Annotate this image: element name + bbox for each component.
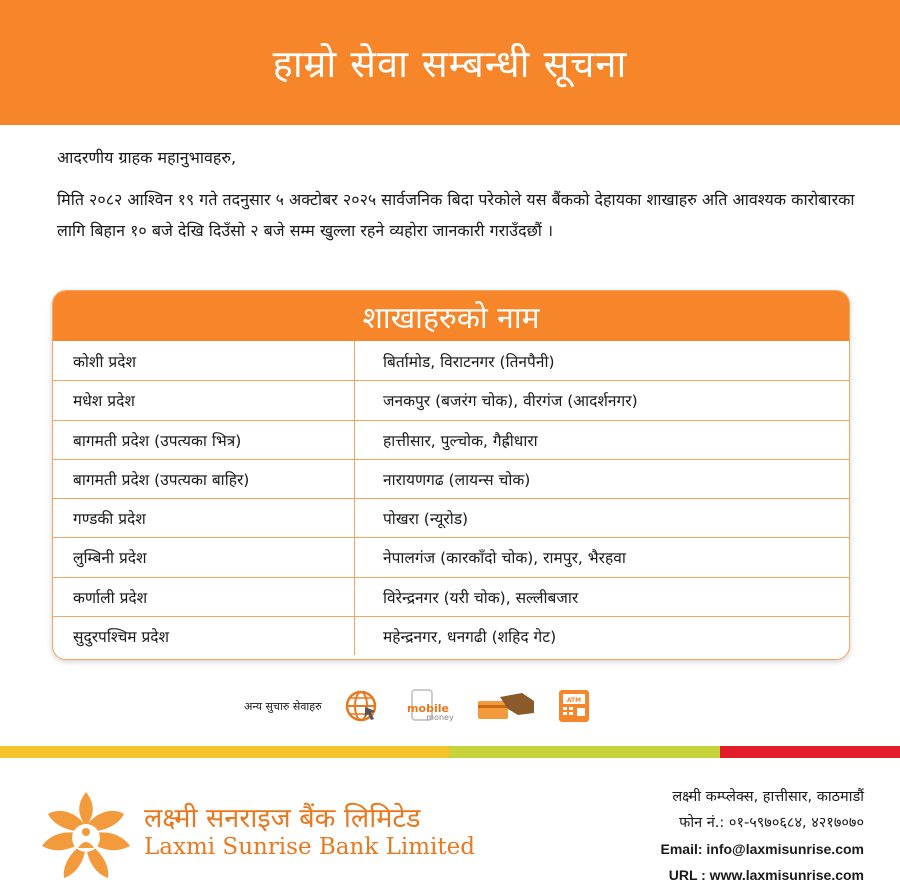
province-cell: कर्णाली प्रदेश: [53, 578, 355, 616]
card-payment-icon: [476, 688, 536, 724]
table-row: [53, 498, 849, 537]
branch-cell: विरेन्द्रनगर (यरी चोक), सल्लीबजार: [383, 588, 579, 607]
table-row: [53, 577, 849, 616]
branches-table: [52, 290, 850, 660]
table-title: शाखाहरुको नाम: [53, 291, 849, 341]
table-row: [53, 420, 849, 459]
province-cell: बागमती प्रदेश (उपत्यका भित्र): [53, 421, 355, 459]
notice-header: [0, 0, 900, 125]
stripe-red: [720, 746, 900, 758]
bank-logo: [38, 788, 134, 888]
branch-cell: नारायणगढ (लायन्स चोक): [383, 470, 531, 489]
notice-body: मिति २०८२ आश्विन १९ गते तदनुसार ५ अक्टोबर २०२५ सार्वजनिक बिदा परेकोले यस बैंकको देहायका शाखाहरु अति आवश्यक कारोबारका लागि बिहान १० बजे देखि दिउँसो २ बजे सम्म खुल्ला रहने व्यहोरा जानकारी गराउँदछौं ।: [57, 190, 855, 240]
province-cell: कोशी प्रदेश: [53, 341, 355, 380]
email[interactable]: Email: info@laxmisunrise.com: [660, 841, 864, 857]
other-services: [244, 688, 592, 724]
atm-text: ATM: [566, 697, 581, 704]
internet-banking-icon: [344, 688, 380, 724]
province-cell: गण्डकी प्रदेश: [53, 499, 355, 537]
province-cell: लुम्बिनी प्रदेश: [53, 538, 355, 576]
branch-cell: हात्तीसार, पुल्चोक, गैह्रीधारा: [383, 431, 538, 450]
stripe-green: [450, 746, 720, 758]
branch-cell: महेन्द्रनगर, धनगढी (शहिद गेट): [383, 627, 557, 646]
branch-cell: पोखरा (न्यूरोड): [383, 510, 469, 529]
mobile-money-text: mobile: [406, 702, 449, 715]
table-row: [53, 616, 849, 655]
services-label: अन्य सुचारु सेवाहरु: [244, 699, 322, 713]
table-row: [53, 537, 849, 576]
province-cell: मधेश प्रदेश: [53, 381, 355, 419]
stripe-yellow: [0, 746, 450, 758]
atm-icon: [556, 688, 592, 724]
greeting: आदरणीय ग्राहक महानुभावहरु,: [57, 148, 237, 167]
table-row: [53, 459, 849, 498]
branch-cell: बिर्तामोड, विराटनगर (तिनपैनी): [383, 352, 555, 371]
branch-cell: नेपालगंज (कारकाँदो चोक), रामपुर, भैरहवा: [383, 549, 626, 568]
mobile-money-sub: money: [425, 713, 454, 722]
contact-info: [661, 784, 865, 888]
notice-title: हाम्रो सेवा सम्बन्धी सूचना: [272, 41, 628, 86]
table-row: [53, 341, 849, 380]
mobile-money-icon: [400, 688, 456, 724]
brand-name-english: Laxmi Sunrise Bank Limited: [144, 834, 475, 860]
website-url[interactable]: URL : www.laxmisunrise.com: [668, 867, 864, 883]
color-stripes: [0, 746, 900, 758]
phone: फोन नं.: ०१-५९७०६८४, ४२१७०७०: [679, 815, 864, 831]
brand-name-nepali: लक्ष्मी सनराइज बैंक लिमिटेड: [144, 803, 421, 834]
branch-cell: जनकपुर (बजरंग चोक), वीरगंज (आदर्शनगर): [383, 392, 638, 411]
lotus-logo-icon: [38, 788, 134, 884]
address: लक्ष्मी कम्प्लेक्स, हात्तीसार, काठमाडौं: [672, 789, 864, 805]
province-cell: सुदुरपश्चिम प्रदेश: [53, 617, 355, 655]
province-cell: बागमती प्रदेश (उपत्यका बाहिर): [53, 460, 355, 498]
table-row: [53, 380, 849, 419]
